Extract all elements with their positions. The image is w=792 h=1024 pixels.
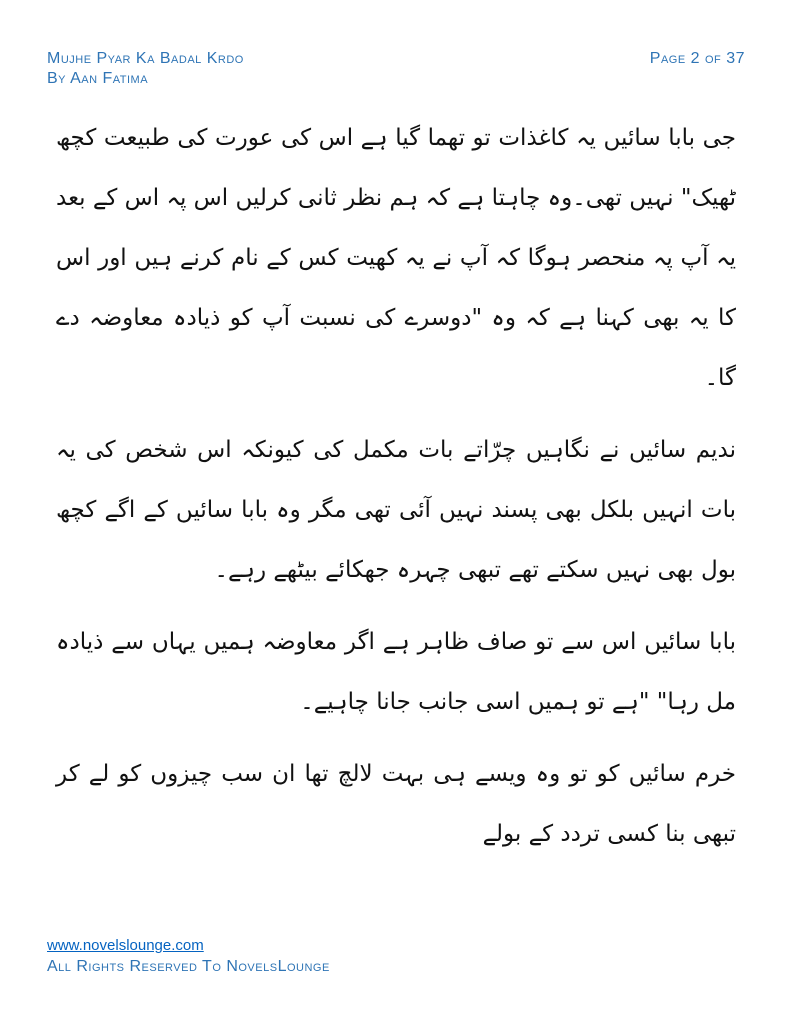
page-footer: [47, 936, 330, 978]
rights-notice: All Rights Reserved To NovelsLounge: [47, 958, 330, 975]
story-body: [56, 108, 736, 876]
page-number: Page 2 of 37: [649, 50, 745, 67]
novel-title: Mujhe Pyar Ka Badal Krdo: [47, 50, 244, 67]
paragraph-1: جی بابا سائیں یہ کاغذات تو تھما گیا ہے اس کی عورت کی طبیعت کچھ ٹھیک" نہیں تھی۔وہ چاہتا ہے کہ ہم نظر ثانی کرلیں اس پہ اس کے بعد یہ آپ پہ منحصر ہوگا کہ آپ نے یہ کھیت کس کے نام کرنے ہیں اور اس کا یہ بھی کہنا ہے کہ وہ "دوسرے کی نسبت آپ کو ذیادہ معاوضہ دے گا۔: [56, 125, 736, 391]
paragraph-4: خرم سائیں کو تو وہ ویسے ہی بہت لالچ تھا ان سب چیزوں کو لے کر تبھی بنا کسی تردد کے بولے: [56, 761, 736, 847]
author-name: By Aan Fatima: [47, 70, 149, 87]
paragraph-2: ندیم سائیں نے نگاہیں چرّاتے بات مکمل کی کیونکہ اس شخص کی یہ بات انہیں بلکل بھی پسند نہیں آئی تھی مگر وہ بابا سائیں کے اگے کچھ بول بھی نہیں سکتے تھے تبھی چہرہ جھکائے بیٹھے رہے۔: [56, 437, 736, 583]
paragraph-3: بابا سائیں اس سے تو صاف ظاہر ہے اگر معاوضہ ہمیں یہاں سے ذیادہ مل رہا" "ہے تو ہمیں اسی جانب جانا چاہیے۔: [56, 629, 736, 715]
page-header: [47, 50, 745, 94]
website-link[interactable]: www.novelslounge.com: [47, 937, 204, 954]
